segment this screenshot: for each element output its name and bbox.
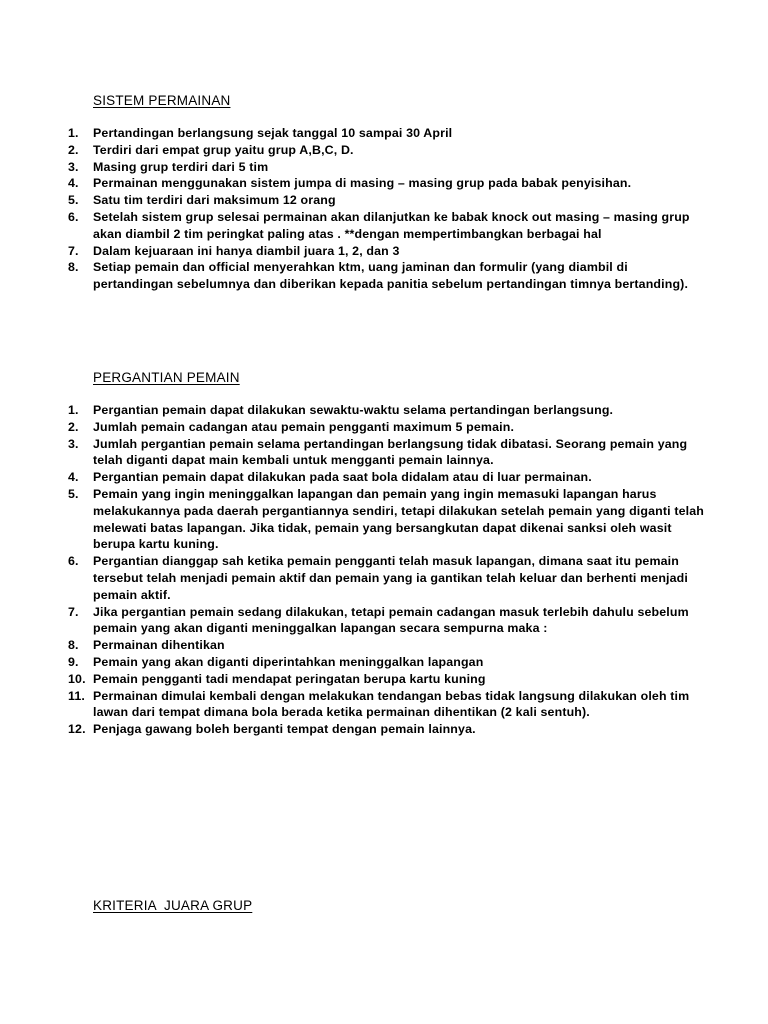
item-number: 3. [68,159,79,174]
list-item [68,259,708,293]
item-text: Permainan dimulai kembali dengan melakukan tendangan bebas tidak langsung dilakukan oleh tim lawan dari tempat dimana bola berada ketika permainan dihentikan (2 kali sentuh). [93,688,690,720]
list-item [68,654,708,671]
item-text: Setiap pemain dan official menyerahkan ktm, uang jaminan dan formulir (yang diambil di pertandingan sebelumnya dan diberikan kepada panitia sebelum pertandingan timnya bertanding). [93,260,689,292]
item-number: 7. [68,604,79,619]
item-number: 2. [68,419,79,434]
item-text: Satu tim terdiri dari maksimum 12 orang [93,193,336,208]
list-item [68,419,708,436]
list-item [68,688,708,722]
list-item [68,604,708,638]
item-text: Setelah sistem grup selesai permainan akan dilanjutkan ke babak knock out masing – masing grup akan diambil 2 tim peringkat paling atas . **dengan mempertimbangkan berbagai hal [93,209,690,241]
item-number: 7. [68,243,79,258]
list-item [68,721,708,738]
section-heading: PERGANTIAN PEMAIN [93,370,240,385]
item-number: 8. [68,260,79,275]
item-number: 1. [68,126,79,140]
section-heading: SISTEM PERMAINAN [93,93,231,108]
section-heading: KRITERIA JUARA GRUP [93,898,253,913]
item-number: 1. [68,403,79,417]
item-number: 2. [68,142,79,157]
list-item [68,436,708,470]
item-number: 3. [68,436,79,451]
section-kriteria-juara-grup [68,898,708,913]
item-text: Pemain pengganti tadi mendapat peringatan berupa kartu kuning [93,671,486,686]
item-text: Pertandingan berlangsung sejak tanggal 10 sampai 30 April [93,126,453,140]
item-number: 12. [68,722,86,737]
item-text: Terdiri dari empat grup yaitu grup A,B,C, D. [93,142,354,157]
list-item [68,671,708,688]
item-text: Dalam kejuaraan ini hanya diambil juara 1, 2, dan 3 [93,243,400,258]
numbered-list [68,402,708,738]
list-item [68,469,708,486]
item-number: 6. [68,209,79,224]
item-text: Penjaga gawang boleh berganti tempat dengan pemain lainnya. [93,722,476,737]
item-number: 5. [68,193,79,208]
item-text: Pemain yang ingin meninggalkan lapangan dan pemain yang ingin memasuki lapangan harus melakukannya pada daerah pergantiannya sendiri, tetapi dilakukan setelah pemain yang diganti telah melewati batas lapangan. Jika tidak, pemain yang bersangkutan dapat dikenai sanksi oleh wasit berupa kartu kuning. [93,486,705,552]
list-item [68,553,708,603]
list-item [68,125,708,142]
item-text: Pergantian pemain dapat dilakukan sewaktu-waktu selama pertandingan berlangsung. [93,403,614,417]
item-number: 9. [68,654,79,669]
item-text: Permainan dihentikan [93,638,225,653]
list-item [68,142,708,159]
list-item [68,175,708,192]
item-text: Jumlah pemain cadangan atau pemain pengganti maximum 5 pemain. [93,419,515,434]
item-text: Permainan menggunakan sistem jumpa di masing – masing grup pada babak penyisihan. [93,176,632,191]
item-text: Masing grup terdiri dari 5 tim [93,159,269,174]
item-text: Jumlah pergantian pemain selama pertandingan berlangsung tidak dibatasi. Seorang pemain yang telah diganti dapat main kembali untuk mengganti pemain lainnya. [93,436,688,468]
section-pergantian-pemain [68,370,708,738]
list-item [68,192,708,209]
item-text: Pergantian pemain dapat dilakukan pada saat bola didalam atau di luar permainan. [93,470,592,485]
list-item [68,486,708,553]
item-number: 10. [68,671,86,686]
item-number: 5. [68,486,79,501]
item-number: 4. [68,470,79,485]
list-item [68,243,708,260]
list-item [68,159,708,176]
item-text: Pergantian dianggap sah ketika pemain pengganti telah masuk lapangan, dimana saat itu pemain tersebut telah menjadi pemain aktif dan pemain yang ia gantikan telah keluar dan berhenti menjadi pemain aktif. [93,554,688,602]
list-item [68,637,708,654]
item-text: Jika pergantian pemain sedang dilakukan, tetapi pemain cadangan masuk terlebih dahulu sebelum pemain yang akan diganti meninggalkan lapangan secara sempurna maka : [93,604,689,636]
list-item [68,209,708,243]
item-text: Pemain yang akan diganti diperintahkan meninggalkan lapangan [93,654,484,669]
item-number: 4. [68,176,79,191]
item-number: 8. [68,638,79,653]
numbered-list [68,125,708,293]
item-number: 6. [68,554,79,569]
list-item [68,402,708,419]
section-sistem-permainan [68,93,708,293]
item-number: 11. [68,688,85,703]
